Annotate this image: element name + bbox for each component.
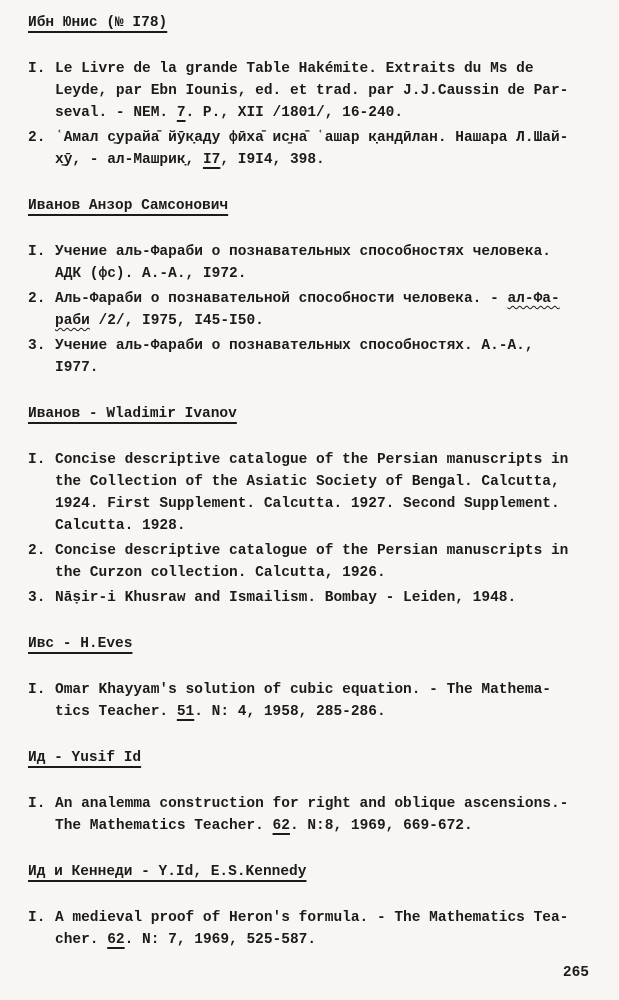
entry-line [55, 679, 615, 701]
entry-line [55, 288, 615, 310]
text-segment: . N:8, 1969, 669-672. [289, 818, 473, 834]
bibliography-entry [28, 793, 615, 837]
text-segment: A medieval proof of Heron's formula. - The Mathematics Tea- [55, 910, 569, 926]
bibliography-entry [28, 449, 615, 537]
entry-number: I. [28, 682, 46, 698]
emphasized-text: 7 [176, 105, 186, 121]
section-heading [28, 403, 615, 425]
entry-line [55, 493, 615, 515]
text-segment: . P., XII /1801/, 16-240. [185, 105, 404, 121]
entry-number: I. [28, 61, 46, 77]
entry-text [55, 288, 615, 332]
emphasized-text: 51 [176, 704, 195, 720]
text-segment: АДК (фс). А.-А., I972. [55, 266, 247, 282]
bibliography-section [28, 861, 615, 951]
text-segment: /2/, I975, I45-I50. [89, 313, 264, 329]
bibliography-entry [28, 58, 615, 124]
emphasized-text: Ибн Юнис (№ I78) [28, 15, 168, 31]
bibliography-entry [28, 587, 615, 609]
bibliography-section [28, 195, 615, 379]
entry-number: I. [28, 244, 46, 260]
text-segment: Leyde, par Ebn Iounis, ed. et trad. par J.J.Caussin de Par- [55, 83, 569, 99]
entry-line [55, 310, 615, 332]
entry-text [55, 58, 615, 124]
text-segment: seval. - NEM. [55, 105, 177, 121]
text-segment: I977. [55, 360, 99, 376]
bibliography-entry [28, 679, 615, 723]
entry-number: I. [28, 452, 46, 468]
emphasized-text: 62 [107, 932, 125, 948]
entry-line [55, 907, 615, 929]
text-segment: Le Livre de la grande Table Hakémite. Extraits du Ms de [55, 61, 534, 77]
text-segment: Omar Khayyam's solution of cubic equation. - The Mathema- [55, 682, 551, 698]
entry-line [55, 357, 615, 379]
entry-number: 2. [28, 291, 46, 307]
text-segment: 1924. First Supplement. Calcutta. 1927. Second Supplement. [55, 496, 560, 512]
entry-line [55, 471, 615, 493]
entry-number: I. [28, 910, 46, 926]
entry-text [55, 907, 615, 951]
entry-line [55, 335, 615, 357]
bibliography-entry [28, 241, 615, 285]
entry-number: 2. [28, 543, 46, 559]
entry-number: 2. [28, 130, 46, 146]
text-segment: the Curzon collection. Calcutta, 1926. [55, 565, 386, 581]
text-segment: ʿАмал с̱урайа̄ йӯк̣аду фӣха̄ ис̱на̄ ʿашар к̣андӣлан. Нашара Л.Шай- [55, 130, 569, 146]
entry-text [55, 587, 615, 609]
entry-line [55, 449, 615, 471]
text-segment: Calcutta. 1928. [55, 518, 186, 534]
section-heading [28, 861, 615, 883]
entry-text [55, 127, 615, 171]
entry-text [55, 540, 615, 584]
text-segment: An analemma construction for right and oblique ascensions.- [55, 796, 569, 812]
entry-line [55, 929, 615, 951]
entry-line [55, 515, 615, 537]
entry-number: I. [28, 796, 46, 812]
bibliography-entry [28, 127, 615, 171]
entry-text [55, 793, 615, 837]
text-segment: tics Teacher. [55, 704, 177, 720]
page-number: 265 [562, 965, 589, 981]
text-segment: Учение аль-Фараби о познавательных способностях человека. [55, 244, 551, 260]
entry-number: 3. [28, 338, 46, 354]
emphasized-text: Ид - Yusif Id [28, 750, 142, 766]
entry-line [55, 263, 615, 285]
bibliography-section [28, 403, 615, 609]
bibliography-entry [28, 907, 615, 951]
text-segment: , I9I4, 398. [220, 152, 325, 168]
text-segment: Concise descriptive catalogue of the Persian manuscripts in [55, 452, 569, 468]
entry-line [55, 587, 615, 609]
entry-line [55, 80, 615, 102]
text-segment: The Mathematics Teacher. [55, 818, 273, 834]
text-segment: cher. [55, 932, 108, 948]
entry-line [55, 102, 615, 124]
entry-line [55, 149, 615, 171]
entry-number: 3. [28, 590, 46, 606]
text-segment: Nāṣir-i Khusraw and Ismailism. Bombay - Leiden, 1948. [55, 590, 517, 606]
entry-line [55, 815, 615, 837]
emphasized-text: Иванов Анзор Самсонович [28, 198, 229, 214]
bibliography-entry [28, 540, 615, 584]
text-segment: Учение аль-Фараби о познавательных способностях. А.-А., [55, 338, 534, 354]
entry-line [55, 241, 615, 263]
entry-text [55, 241, 615, 285]
entry-line [55, 540, 615, 562]
entry-line [55, 58, 615, 80]
text-segment: Concise descriptive catalogue of the Persian manuscripts in [55, 543, 569, 559]
entry-line [55, 127, 615, 149]
bibliography-section [28, 747, 615, 837]
text-segment: the Collection of the Asiatic Society of Bengal. Calcutta, [55, 474, 560, 490]
emphasized-text: Ивс - H.Eves [28, 636, 133, 652]
bibliography-section [28, 633, 615, 723]
entry-line [55, 701, 615, 723]
section-heading [28, 747, 615, 769]
emphasized-text: Иванов - Wladimir Ivanov [28, 406, 237, 422]
entry-text [55, 449, 615, 537]
emphasized-text: I7 [202, 152, 221, 168]
text-segment: Аль-Фараби о познавательной способности человека. - [55, 291, 508, 307]
section-heading [28, 195, 615, 217]
emphasized-text: раби [55, 313, 90, 329]
section-heading [28, 12, 615, 34]
text-segment: . N: 4, 1958, 285-286. [194, 704, 386, 720]
entry-line [55, 562, 615, 584]
emphasized-text: ал-Фа- [507, 291, 560, 307]
emphasized-text: 62 [272, 818, 290, 834]
text-segment: х̱ӯ, - ал-Машрик̣, [55, 152, 203, 168]
bibliography-entry [28, 288, 615, 332]
bibliography-section [28, 12, 615, 171]
entry-text [55, 679, 615, 723]
bibliography-entry [28, 335, 615, 379]
entry-text [55, 335, 615, 379]
entry-line [55, 793, 615, 815]
text-segment: . N: 7, 1969, 525-587. [124, 932, 317, 948]
emphasized-text: Ид и Кеннеди - Y.Id, E.S.Kennedy [28, 864, 307, 880]
section-heading [28, 633, 615, 655]
